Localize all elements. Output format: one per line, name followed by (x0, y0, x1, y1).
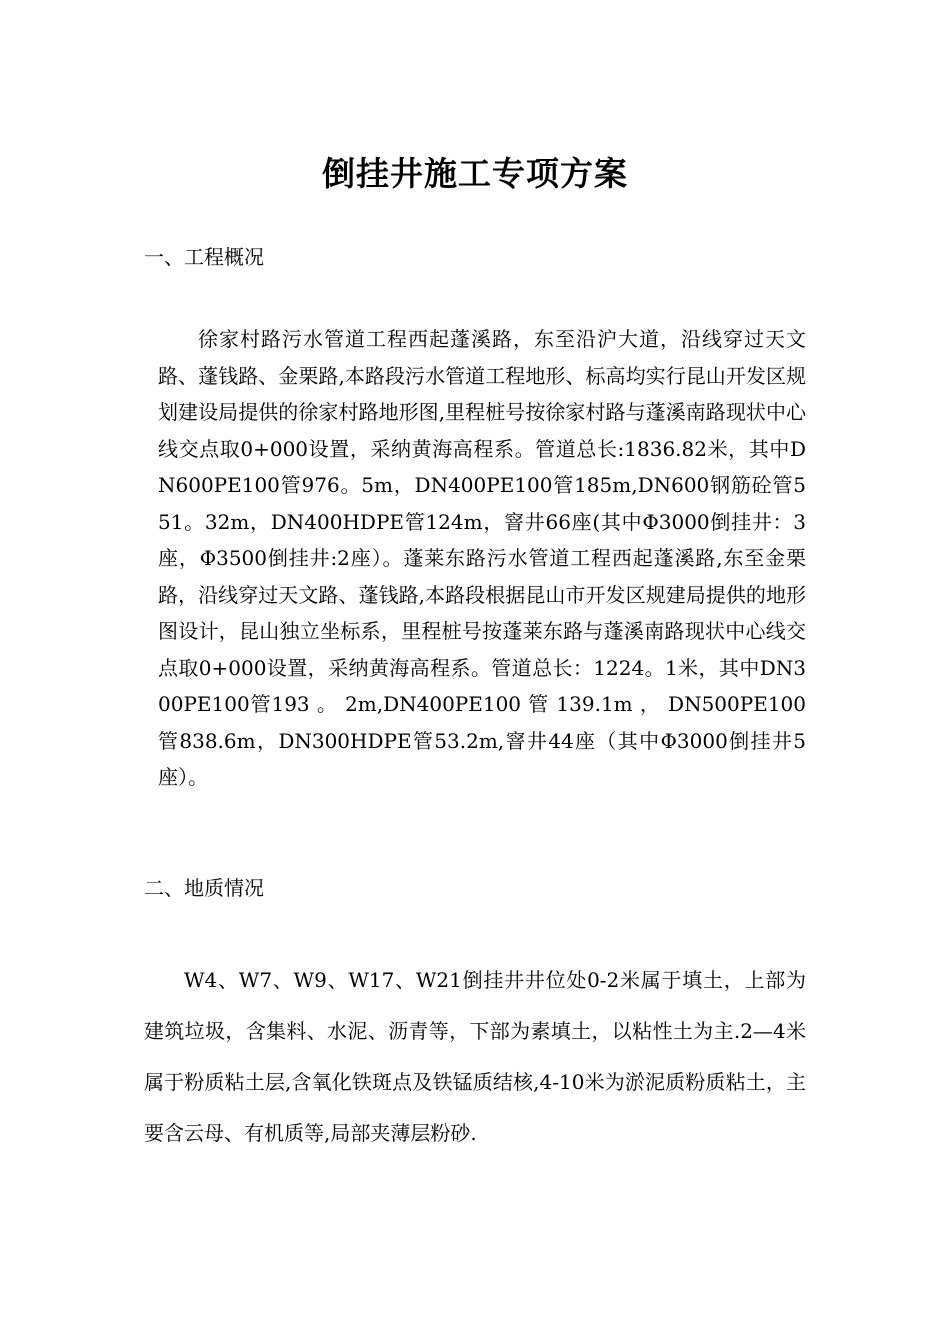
section-paragraph-geology: W4、W7、W9、W17、W21倒挂井井位处0-2米属于填土，上部为建筑垃圾，含集料、水泥、沥青等，下部为素填土，以粘性土为主.2—4米属于粉质粘土层,含氧化铁斑点及铁锰质结核,4-10米为淤泥质粉质粘土，主要含云母、有机质等,局部夹薄层粉砂. (144, 968, 806, 1145)
section-paragraph-project-overview: 徐家村路污水管道工程西起蓬溪路，东至沿沪大道，沿线穿过天文路、蓬钱路、金栗路,本路段污水管道工程地形、标高均实行昆山开发区规划建设局提供的徐家村路地形图,里程桩号按徐家村路与蓬溪南路现状中心线交点取0+000设置，采纳黄海高程系。管道总长:1836.82米，其中DN600PE100管976。5m，DN400PE100管185m,DN600钢筋砼管551。32m，DN400HDPE管124m，窨井66座(其中Φ3000倒挂井：3座，Φ3500倒挂井:2座）。蓬莱东路污水管道工程西起蓬溪路,东至金栗路，沿线穿过天文路、蓬钱路,本路段根据昆山市开发区规建局提供的地形图设计，昆山独立坐标系，里程桩号按蓬莱东路与蓬溪南路现状中心线交点取0+000设置，采纳黄海高程系。管道总长：1224。1米，其中DN300PE100管193 。 2m,DN400PE100 管 139.1m ， DN500PE100 管838.6m，DN300HDPE管53.2m,窨井44座（其中Φ3000倒挂井5座）。 (158, 327, 806, 789)
document-title: 倒挂井施工专项方案 (322, 154, 628, 193)
section-heading-project-overview: 一、工程概况 (144, 245, 264, 269)
section-heading-geology: 二、地质情况 (144, 876, 264, 900)
